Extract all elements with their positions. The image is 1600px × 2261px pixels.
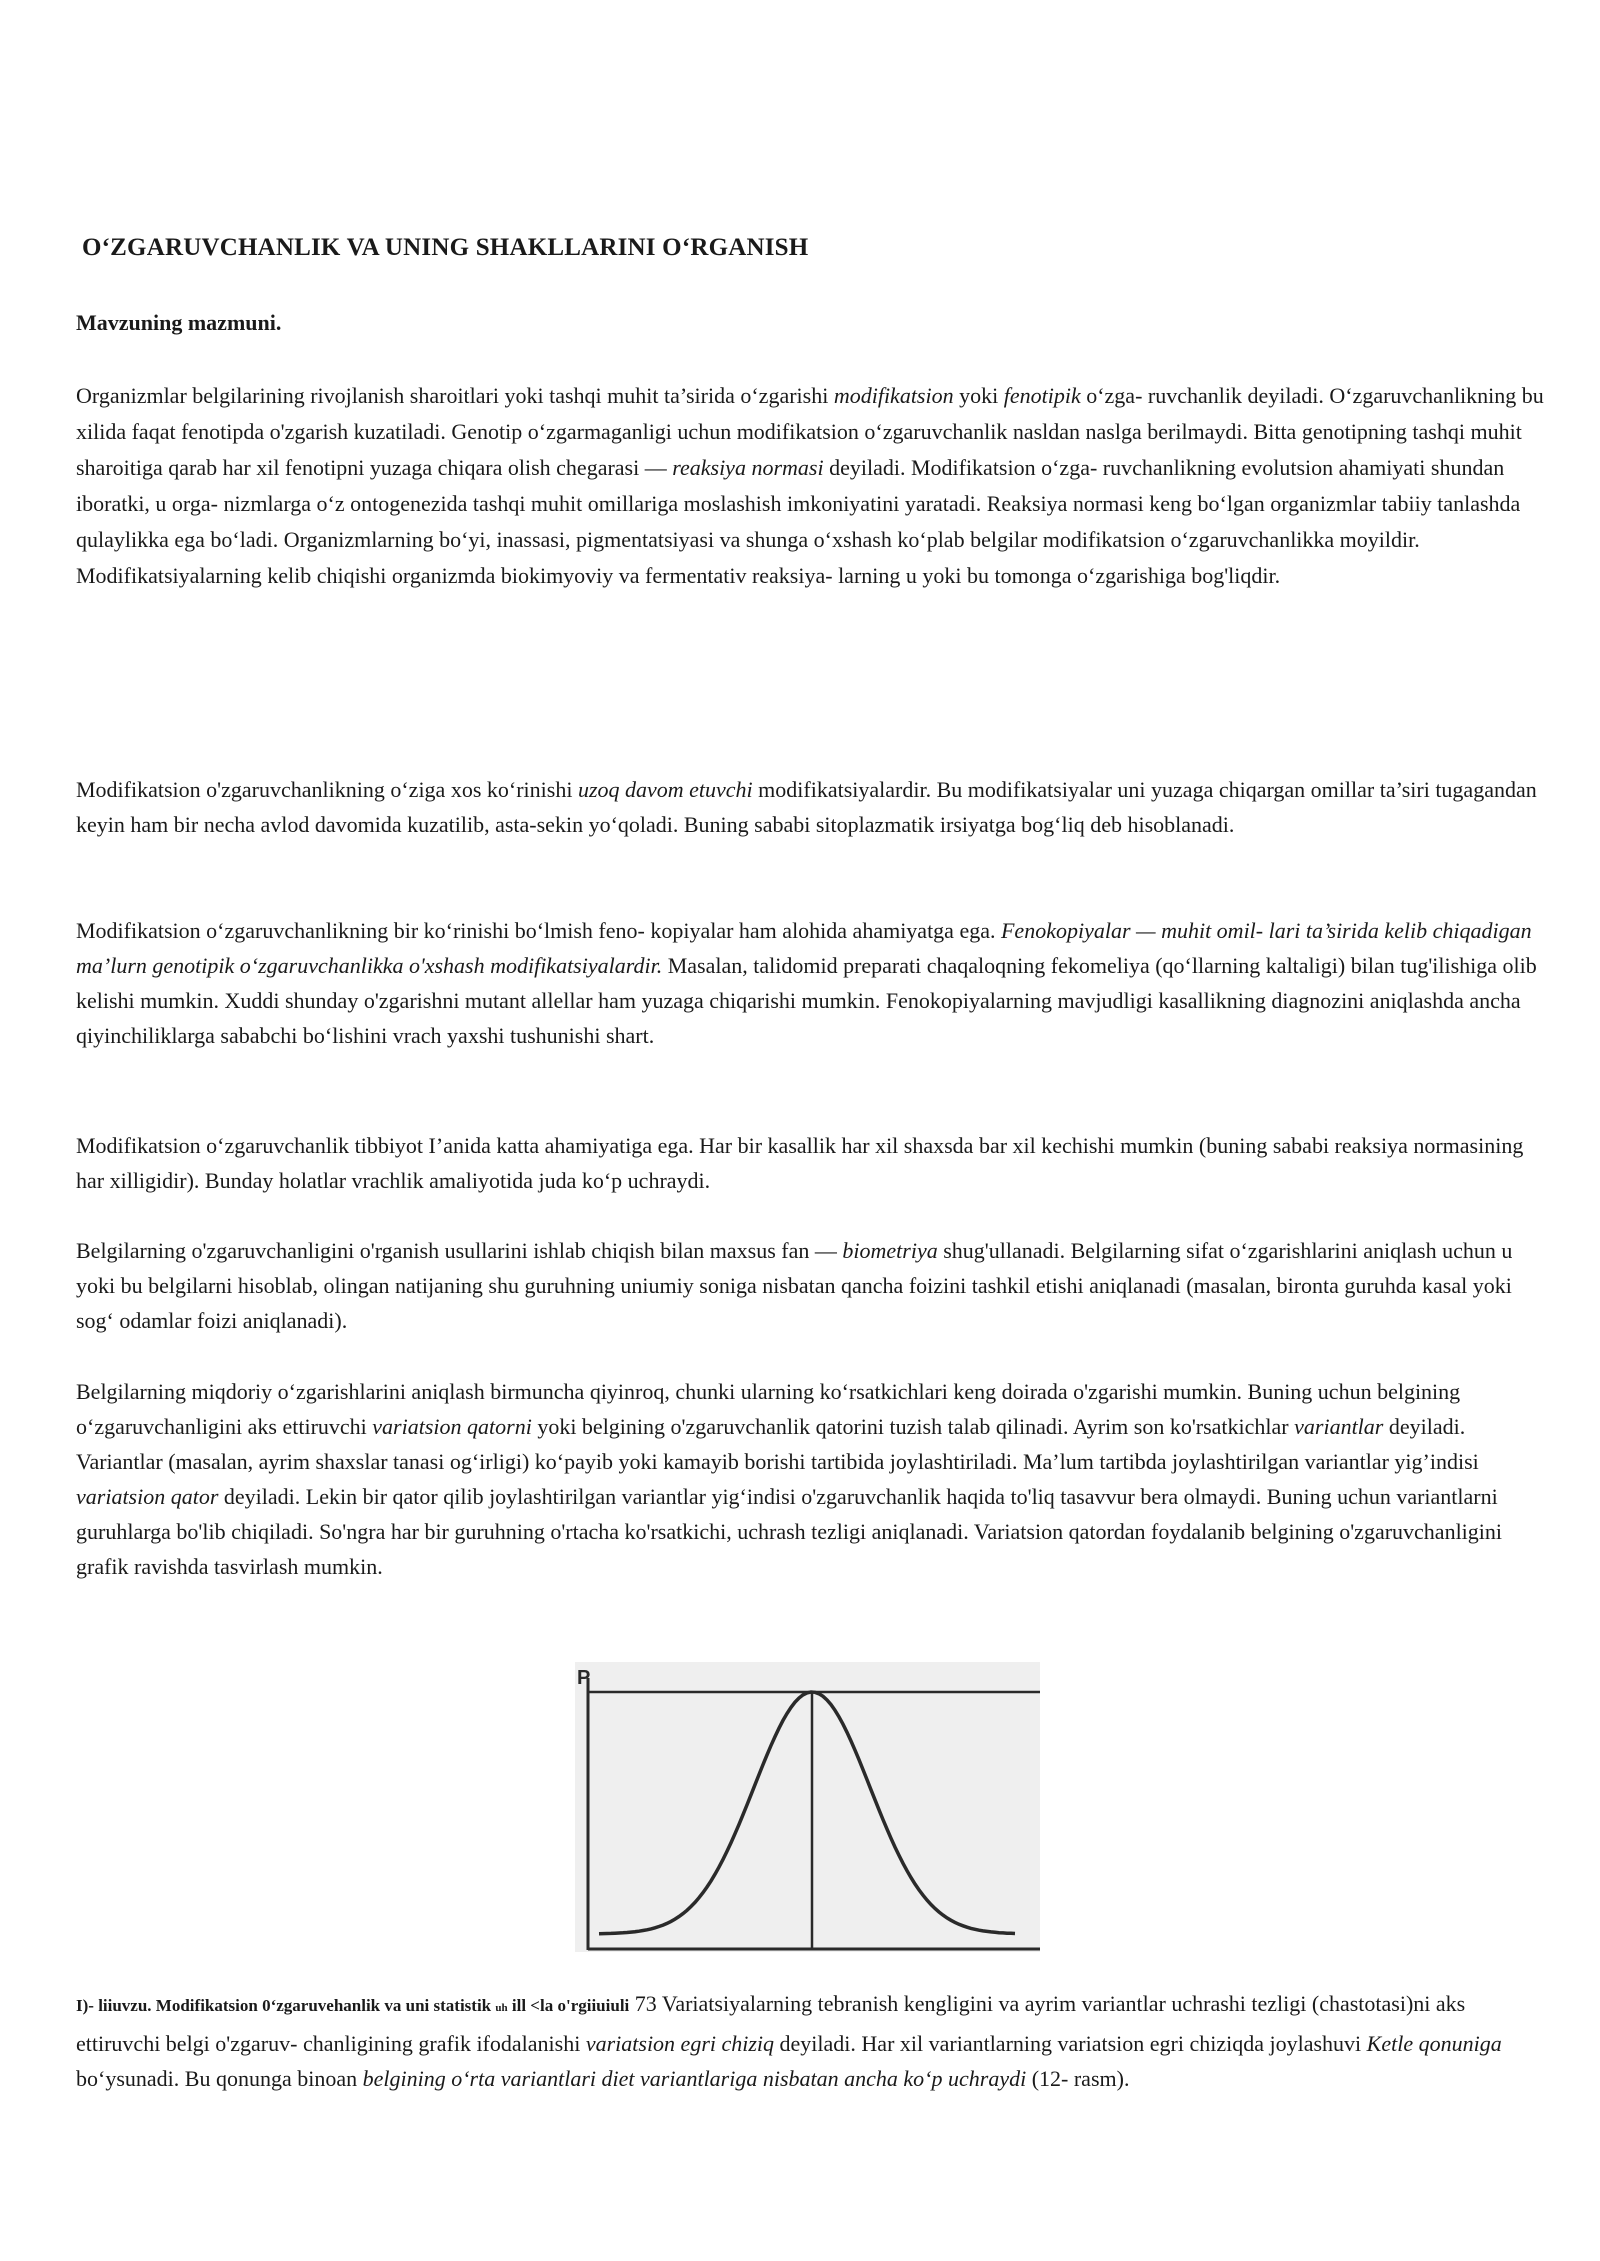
text-run: Modifikatsion o‘zgaruvchanlikning bir ko‘rinishi bo‘lmish feno- kopiyalar ham alohida ahamiyatga ega.: [76, 918, 1001, 943]
text-run: Belgilarning o'zgaruvchanligini o'rganish usullarini ishlab chiqish bilan maxsus fan —: [76, 1238, 843, 1263]
text-run: Organizmlar belgilarining rivojlanish sharoitlari yoki tashqi muhit ta’sirida o‘zgarishi: [76, 383, 834, 408]
ocr-caption-fragment: ill <la o'rgiiuiuli: [507, 1996, 630, 2015]
page-title: O‘ZGARUVCHANLIK VA UNING SHAKLLARINI O‘RGANISH: [82, 234, 809, 261]
paragraph-phenocopies: [76, 913, 1546, 1053]
term-variantlar: variantlar: [1294, 1414, 1384, 1439]
text-run: shug'ullanadi. Belgilarning sifat o‘zgarishlarini aniqlash uchun u yoki bu belgilarni hisoblab, olingan natijaning shu guruhning uniumiy soniga nisbatan qancha foizini tashkil etishi aniqlanadi (masalan, bironta guruhda kasal yoki sog‘ odamlar foizi aniqlanadi).: [76, 1238, 1513, 1333]
text-run: Modifikatsion o‘zgaruvchanlik tibbiyot I’anida katta ahamiyatiga ega. Har bir kasallik har xil shaxsda bar xil kechishi mumkin (buning sababi reaksiya normasining har xilligidir). Bunday holatlar vrachlik amaliyotida juda ko‘p uchraydi.: [76, 1133, 1524, 1193]
paragraph-medicine: [76, 1128, 1546, 1198]
term-ketle-law-statement: belgining o‘rta variantlari diet variantlariga nisbatan ancha ko‘p uchraydi: [362, 2066, 1027, 2091]
text-run: bo‘ysunadi. Bu qonunga binoan: [76, 2066, 363, 2091]
term-biometriya: biometriya: [842, 1238, 938, 1263]
text-run: 73 Variatsiyalarning tebranish kengligini va ayrim variantlar uchrashi tezligi (chastotasi)ni aks ettiruvchi belgi o'zgaruv- chanligining grafik ifodalanishi: [76, 1991, 1466, 2056]
section-subheading: Mavzuning mazmuni.: [76, 310, 282, 335]
text-run: (12- rasm).: [1026, 2066, 1130, 2091]
paragraph-modification: [76, 378, 1546, 594]
term-reaksiya-normasi: reaksiya normasi: [672, 455, 824, 480]
paragraph-biometry: [76, 1233, 1546, 1338]
paragraph-variation-series: [76, 1374, 1546, 1584]
term-variatsion-qator: variatsion qator: [76, 1484, 219, 1509]
text-run: deyiladi. Variantlar (masalan, ayrim shaxslar tanasi og‘irligi) ko‘payib yoki kamayib borishi tartibida joylashtiriladi. Ma’lum tartibda joylashtirilgan variantlar yig’indisi: [76, 1414, 1479, 1474]
text-run: Belgilarning miqdoriy o‘zgarishlarini aniqlash birmuncha qiyinroq, chunki ularning ko‘rsatkichlari keng doirada o'zgarishi mumkin. Buning uchun belgining o‘zgaruvchanligini aks ettiruvchi: [76, 1379, 1461, 1439]
text-run: Modifikatsion o'zgaruvchanlikning o‘ziga xos ko‘rinishi: [76, 777, 578, 802]
term-fenotipik: fenotipik: [1003, 383, 1081, 408]
figure-background: [575, 1662, 1040, 1952]
term-variatsion-qatorni: variatsion qatorni: [372, 1414, 532, 1439]
term-fenokopiyalar-definition: Fenokopiyalar — muhit omil- lari ta’sirida kelib chiqadigan ma’lurn genotipik o‘zgaruvchanlikka o'xshash modifikatsiyalardir.: [76, 918, 1532, 978]
paragraph-long-term-modifications: [76, 772, 1546, 842]
text-run: modifikatsiyalardir. Bu modifikatsiyalar uni yuzaga chiqargan omillar ta’siri tugagandan keyin ham bir necha avlod davomida kuzatilib, asta-sekin yo‘qoladi. Buning sababi sitoplazmatik irsiyatga bog‘liq deb hisoblanadi.: [76, 777, 1537, 837]
text-run: deyiladi. Har xil variantlarning variatsion egri chiziqda joylashuvi: [774, 2031, 1367, 2056]
term-variatsion-egri-chiziq: variatsion egri chiziq: [585, 2031, 775, 2056]
term-uzoq-davom-etuvchi: uzoq davom etuvchi: [577, 777, 753, 802]
text-run: yoki belgining o'zgaruvchanlik qatorini tuzish talab qilinadi. Ayrim son ko'rsatkichlar: [531, 1414, 1295, 1439]
text-run: deyiladi. Lekin bir qator qilib joylashtirilgan variantlar yig‘indisi o'zgaruvchanlik haqida to'liq tasavvur bera olmaydi. Buning uchun variantlarni guruhlarga bo'lib chiqiladi. So'ngra har bir guruhning o'rtacha ko'rsatkichi, uchrash tezligi aniqlanadi. Variatsion qatordan foydalanib belgining o'zgaruvchanligini grafik ravishda tasvirlash mumkin.: [76, 1484, 1503, 1579]
variation-curve-figure: [575, 1662, 1040, 1952]
term-modifikatsion: modifikatsion: [833, 383, 954, 408]
term-ketle-qonuniga: Ketle qonuniga: [1366, 2031, 1502, 2056]
text-run: yoki: [953, 383, 1004, 408]
ocr-caption-fragment: uh: [495, 2002, 508, 2014]
text-run: o‘zga- ruvchanlik deyiladi. O‘zgaruvchanlikning bu xilida faqat fenotipda o'zgarish kuzatiladi. Genotip o‘zgarmaganligi uchun modifikatsion o‘zgaruvchanlik nasldan naslga berilmaydi. Bitta genotipning tashqi muhit sharoitiga qarab har xil fenotipni yuzaga chiqara olish chegarasi —: [76, 383, 1544, 480]
text-run: deyiladi. Modifikatsion o‘zga- ruvchanlikning evolutsion ahamiyati shundan iboratki, u orga- nizmlarga o‘z ontogenezida tashqi muhit omillariga moslashish imkoniyatini yaratadi. Reaksiya normasi keng bo‘lgan organizmlar tabiiy tanlashda qulaylikka ega bo‘ladi. Organizmlarning bo‘yi, inassasi, pigmentatsiyasi va shunga o‘xshash ko‘plab belgilar modifikatsion o‘zgaruvchanlikka moyildir. Modifikatsiyalarning kelib chiqishi organizmda biokimyoviy va fermentativ reaksiya- larning u yoki bu tomonga o‘zgarishiga bog'liqdir.: [76, 455, 1521, 588]
paragraph-variation-curve: [76, 1986, 1546, 2096]
ocr-caption-fragment: I)- liiuvzu. Modifikatsion 0‘zgaruvehanlik va uni statistik: [76, 1996, 496, 2015]
variation-curve-svg: [575, 1662, 1040, 1952]
axis-label-p: P: [577, 1667, 591, 1689]
text-run: Masalan, talidomid preparati chaqaloqning fekomeliya (qo‘llarning kaltaligi) bilan tug'ilishiga olib kelishi mumkin. Xuddi shunday o'zgarishni mutant allellar ham yuzaga chiqarishi mumkin. Fenokopiyalarning mavjudligi kasallikning diagnozini aniqlashda ancha qiyinchiliklarga sababchi bo‘lishini vrach yaxshi tushunishi shart.: [76, 953, 1537, 1048]
